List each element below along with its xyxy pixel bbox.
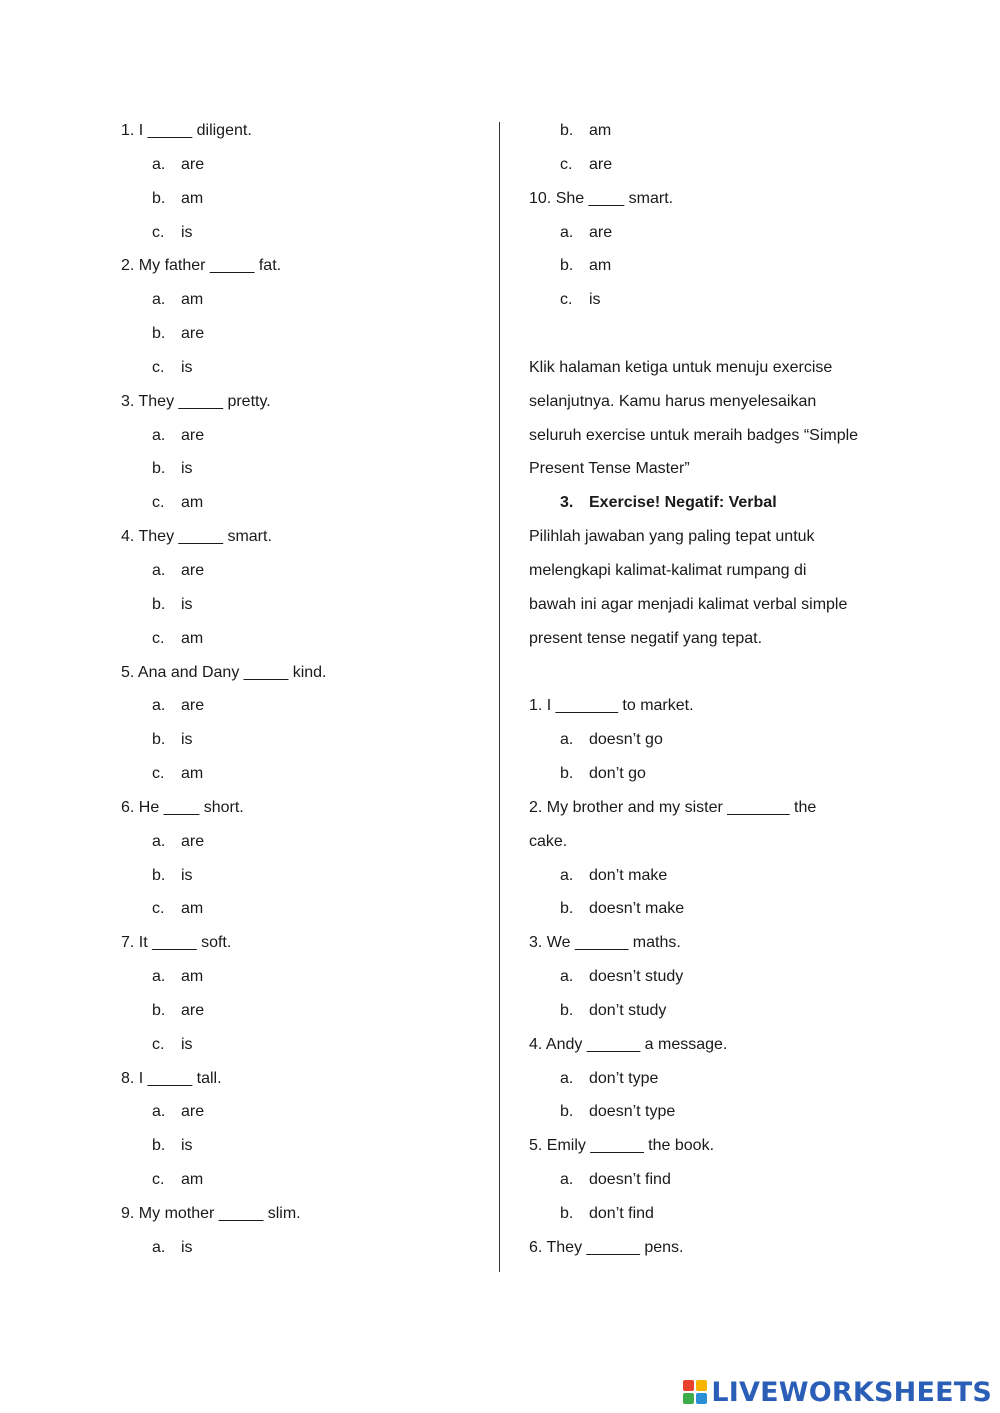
answer-option[interactable]: [529, 859, 889, 893]
option-letter: c.: [152, 223, 165, 241]
right-column: [529, 114, 889, 1265]
option-letter: b.: [152, 460, 166, 478]
option-letter: a.: [560, 1171, 574, 1189]
answer-option[interactable]: [121, 182, 481, 216]
answer-option[interactable]: [121, 317, 481, 351]
option-letter: b.: [152, 595, 166, 613]
blank-spacer: [529, 317, 889, 351]
option-text: am: [589, 257, 612, 275]
answer-option[interactable]: [121, 960, 481, 994]
option-text: am: [181, 968, 204, 986]
option-text: am: [589, 122, 612, 139]
option-letter: c.: [152, 1171, 165, 1189]
option-text: doesn’t find: [589, 1171, 671, 1189]
option-letter: b.: [152, 189, 166, 207]
option-letter: b.: [152, 1137, 166, 1155]
paragraph-line: cake.: [529, 832, 568, 850]
question-text: 1. I _______ to market.: [529, 697, 694, 715]
option-text: are: [181, 1001, 205, 1019]
logo-square-red: [683, 1380, 694, 1391]
option-letter: b.: [152, 731, 166, 749]
option-text: are: [181, 155, 205, 173]
option-text: doesn’t type: [589, 1103, 676, 1121]
logo-mark-icon: [683, 1380, 707, 1404]
option-letter: a.: [560, 223, 574, 241]
answer-option[interactable]: [529, 283, 889, 317]
option-text: is: [589, 291, 601, 309]
answer-option[interactable]: [121, 283, 481, 317]
option-letter: a.: [152, 697, 166, 715]
option-text: are: [589, 155, 613, 173]
question-text: 3. We ______ maths.: [529, 934, 681, 952]
option-letter: b.: [152, 325, 166, 343]
answer-option[interactable]: [121, 486, 481, 520]
logo-text: LIVEWORKSHEETS: [711, 1376, 992, 1408]
paragraph-line: selanjutnya. Kamu harus menyelesaikan: [529, 392, 817, 410]
logo-square-yellow: [696, 1380, 707, 1391]
answer-option[interactable]: [529, 114, 889, 148]
question-text: 8. I _____ tall.: [121, 1069, 222, 1087]
answer-option[interactable]: [121, 859, 481, 893]
option-letter: b.: [560, 900, 574, 918]
answer-option[interactable]: [121, 452, 481, 486]
question-text: 7. It _____ soft.: [121, 934, 232, 952]
option-letter: a.: [560, 1069, 574, 1087]
answer-option[interactable]: [529, 249, 889, 283]
answer-option[interactable]: [121, 1028, 481, 1062]
option-text: is: [181, 223, 193, 241]
section-number: 3.: [560, 494, 574, 512]
option-letter: b.: [152, 866, 166, 884]
answer-option[interactable]: [121, 757, 481, 791]
option-letter: c.: [560, 155, 573, 173]
option-text: is: [181, 358, 193, 376]
question-text: 4. Andy ______ a message.: [529, 1035, 728, 1053]
option-text: is: [181, 1035, 193, 1053]
option-letter: c.: [152, 494, 165, 512]
question-text: 6. He ____ short.: [121, 798, 244, 816]
paragraph-line: Present Tense Master”: [529, 460, 690, 478]
answer-option[interactable]: [121, 1163, 481, 1197]
answer-option[interactable]: [529, 757, 889, 791]
option-letter: c.: [152, 358, 165, 376]
left-column: [121, 114, 481, 1265]
option-letter: c.: [152, 1035, 165, 1053]
option-letter: a.: [560, 731, 574, 749]
question-text: 9. My mother _____ slim.: [121, 1205, 301, 1222]
option-text: are: [589, 223, 613, 241]
answer-option[interactable]: [121, 216, 481, 250]
option-text: am: [181, 1171, 204, 1189]
option-text: doesn’t study: [589, 968, 684, 986]
option-text: is: [181, 731, 193, 749]
answer-option[interactable]: [121, 825, 481, 859]
option-text: doesn’t go: [589, 731, 663, 749]
answer-option[interactable]: [121, 419, 481, 453]
question-text: 2. My brother and my sister _______ the: [529, 798, 817, 816]
option-text: doesn’t make: [589, 900, 685, 918]
option-letter: b.: [560, 257, 574, 275]
option-letter: c.: [152, 900, 165, 918]
option-letter: c.: [152, 765, 165, 783]
paragraph-line: Pilihlah jawaban yang paling tepat untuk: [529, 528, 815, 546]
question-text: 1. I _____ diligent.: [121, 122, 252, 139]
paragraph-line: bawah ini agar menjadi kalimat verbal simple: [529, 595, 848, 613]
answer-option[interactable]: [529, 723, 889, 757]
option-letter: a.: [152, 291, 166, 309]
option-letter: a.: [560, 866, 574, 884]
option-text: is: [181, 1238, 193, 1256]
answer-option[interactable]: [121, 1129, 481, 1163]
option-letter: b.: [152, 1001, 166, 1019]
option-letter: a.: [152, 1238, 166, 1256]
answer-option[interactable]: [121, 1095, 481, 1129]
question-text: 4. They _____ smart.: [121, 528, 272, 546]
option-text: are: [181, 697, 205, 715]
answer-option[interactable]: [121, 148, 481, 182]
option-text: don’t study: [589, 1001, 667, 1019]
blank-spacer: [529, 656, 889, 690]
answer-option[interactable]: [529, 1062, 889, 1096]
question-text: 3. They _____ pretty.: [121, 392, 271, 410]
option-letter: c.: [152, 629, 165, 647]
option-text: are: [181, 325, 205, 343]
answer-option[interactable]: [529, 1197, 889, 1231]
answer-option[interactable]: [529, 994, 889, 1028]
answer-option[interactable]: [121, 554, 481, 588]
answer-option[interactable]: [529, 960, 889, 994]
option-text: am: [181, 494, 204, 512]
logo-square-green: [683, 1393, 694, 1404]
option-letter: a.: [152, 561, 166, 579]
paragraph-line: seluruh exercise untuk meraih badges “Simple: [529, 426, 859, 444]
section-heading: [529, 486, 889, 520]
answer-option[interactable]: [529, 1163, 889, 1197]
option-letter: b.: [560, 765, 574, 783]
option-text: am: [181, 189, 204, 207]
option-text: is: [181, 1137, 193, 1155]
section-title: Exercise! Negatif: Verbal: [589, 494, 777, 512]
paragraph-line: present tense negatif yang tepat.: [529, 629, 763, 647]
option-text: is: [181, 595, 193, 613]
answer-option[interactable]: [529, 892, 889, 926]
option-text: is: [181, 866, 193, 884]
answer-option[interactable]: [121, 723, 481, 757]
option-letter: a.: [152, 832, 166, 850]
option-text: am: [181, 629, 204, 647]
answer-option[interactable]: [529, 1095, 889, 1129]
liveworksheets-logo[interactable]: [683, 1377, 992, 1407]
option-text: are: [181, 832, 205, 850]
option-letter: a.: [152, 426, 166, 444]
question-text: 5. Ana and Dany _____ kind.: [121, 663, 327, 681]
option-letter: b.: [560, 1103, 574, 1121]
option-letter: b.: [560, 1205, 574, 1222]
answer-option[interactable]: [529, 148, 889, 182]
paragraph-line: Klik halaman ketiga untuk menuju exercise: [529, 358, 833, 376]
option-letter: b.: [560, 122, 574, 139]
option-text: don’t make: [589, 866, 668, 884]
answer-option[interactable]: [121, 892, 481, 926]
option-text: am: [181, 900, 204, 918]
answer-option[interactable]: [121, 994, 481, 1028]
paragraph-line: melengkapi kalimat-kalimat rumpang di: [529, 561, 807, 579]
answer-option[interactable]: [121, 588, 481, 622]
option-text: are: [181, 561, 205, 579]
option-text: don’t find: [589, 1205, 654, 1222]
option-text: is: [181, 460, 193, 478]
option-text: are: [181, 1103, 205, 1121]
question-text: 2. My father _____ fat.: [121, 257, 282, 275]
question-text: 10. She ____ smart.: [529, 189, 674, 207]
option-letter: a.: [560, 968, 574, 986]
column-divider: [499, 122, 500, 1272]
answer-option[interactable]: [121, 689, 481, 723]
option-letter: b.: [560, 1001, 574, 1019]
answer-option[interactable]: [121, 1231, 481, 1265]
question-text: 5. Emily ______ the book.: [529, 1137, 715, 1155]
answer-option[interactable]: [121, 622, 481, 656]
question-text: 6. They ______ pens.: [529, 1238, 684, 1256]
option-text: are: [181, 426, 205, 444]
option-text: am: [181, 765, 204, 783]
answer-option[interactable]: [529, 216, 889, 250]
logo-square-blue: [696, 1393, 707, 1404]
option-text: don’t type: [589, 1069, 659, 1087]
option-letter: a.: [152, 155, 166, 173]
option-letter: a.: [152, 968, 166, 986]
answer-option[interactable]: [121, 351, 481, 385]
option-letter: c.: [560, 291, 573, 309]
option-text: don’t go: [589, 765, 646, 783]
option-letter: a.: [152, 1103, 166, 1121]
option-text: am: [181, 291, 204, 309]
